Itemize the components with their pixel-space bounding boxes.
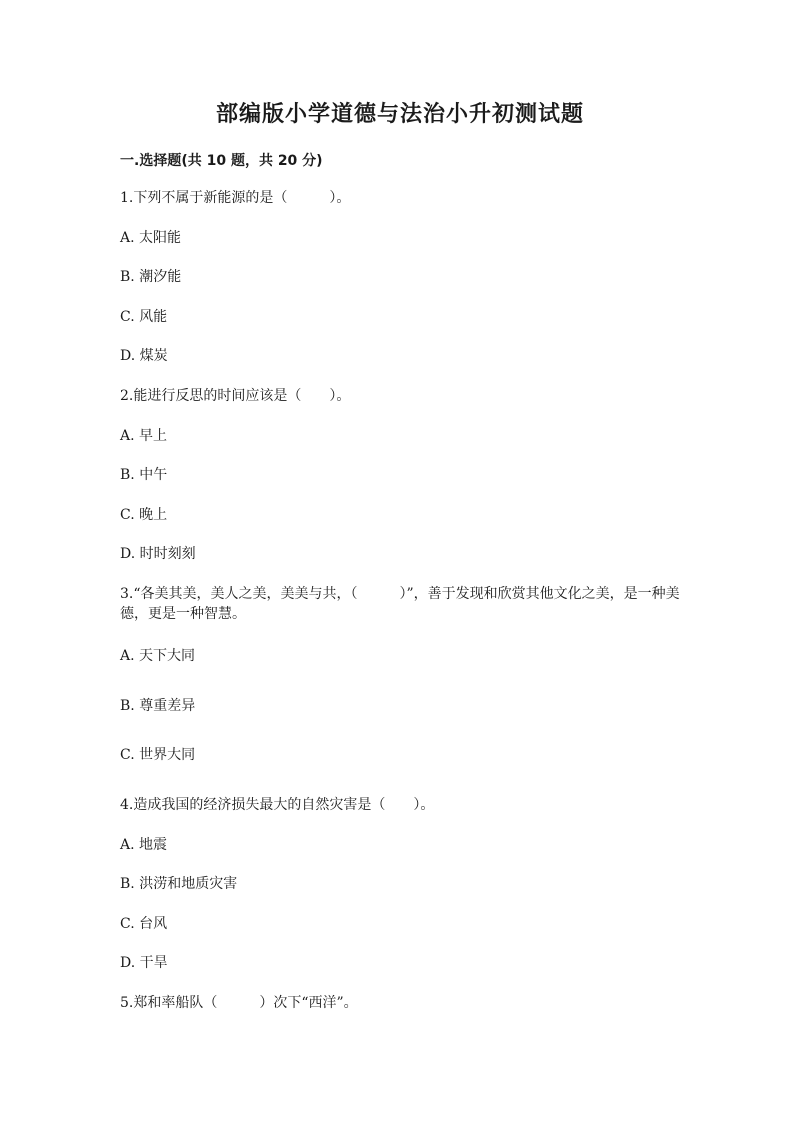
question-4-option-a: A. 地震 [120, 837, 168, 853]
question-3-option-c: C. 世界大同 [120, 747, 196, 763]
question-4-option-d: D. 干旱 [120, 955, 168, 971]
question-2-option-c: C. 晚上 [120, 507, 168, 523]
page-title: 部编版小学道德与法治小升初测试题 [215, 102, 584, 127]
question-3-stem: 3.“各美其美，美人之美，美美与共，（ ）”，善于发现和欣赏其他文化之美，是一种美德，更是一种智慧。 [120, 586, 680, 622]
question-1-stem: 1.下列不属于新能源的是（ ）。 [120, 190, 351, 206]
question-1-option-d: D. 煤炭 [120, 348, 168, 364]
question-5-stem: 5.郑和率船队（ ）次下“西洋”。 [120, 995, 358, 1011]
question-1-option-a: A. 太阳能 [120, 230, 182, 246]
question-4-option-b: B. 洪涝和地质灾害 [120, 876, 238, 892]
section-heading: 一.选择题(共 10 题，共 20 分) [120, 153, 323, 169]
question-2-option-d: D. 时时刻刻 [120, 546, 196, 562]
question-1-option-b: B. 潮汐能 [120, 269, 182, 285]
question-2-option-b: B. 中午 [120, 467, 168, 483]
question-3-option-a: A. 天下大同 [120, 648, 196, 664]
question-4-stem: 4.造成我国的经济损失最大的自然灾害是（ ）。 [120, 797, 435, 813]
question-3-option-b: B. 尊重差异 [120, 698, 196, 714]
question-2-option-a: A. 早上 [120, 428, 168, 444]
question-1-option-c: C. 风能 [120, 309, 168, 325]
question-2-stem: 2.能进行反思的时间应该是（ ）。 [120, 388, 351, 404]
question-4-option-c: C. 台风 [120, 916, 168, 932]
